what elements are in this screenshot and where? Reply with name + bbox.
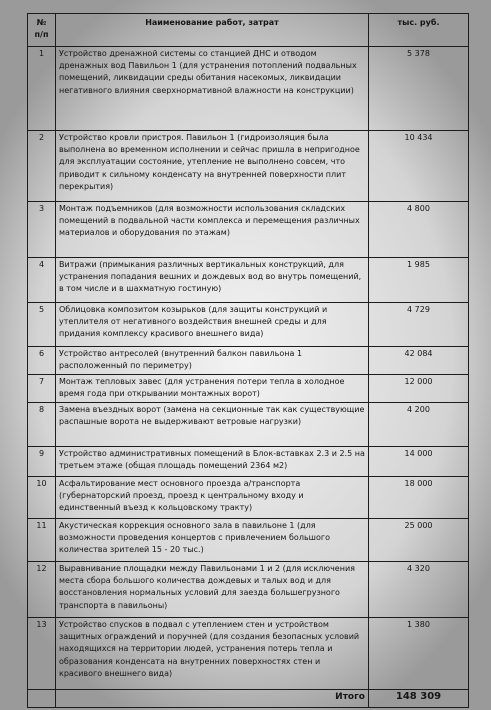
table-row	[28, 403, 469, 447]
table-row	[28, 519, 469, 562]
row-amount: 12 000	[369, 375, 469, 403]
row-description: Акустическая коррекция основного зала в павильоне 1 (для возможности проведения концертов с привлечением большого количества зрителей 15 - 20 тыс.)	[56, 519, 369, 562]
row-description: Устройство дренажной системы со станцией ДНС и отводом дренажных вод Павильон 1 (для устранения потоплений подвальных помещений, ликвидации среды обитания насекомых, ликвидации негативного влияния сверхнормативной влажности на конструкции)	[56, 47, 369, 131]
row-number: 10	[28, 477, 56, 519]
total-label: Итого	[56, 690, 369, 708]
table-row	[28, 131, 469, 202]
table-row	[28, 202, 469, 258]
row-amount: 1 985	[369, 258, 469, 303]
table-row	[28, 258, 469, 303]
row-amount: 5 378	[369, 47, 469, 131]
row-number: 3	[28, 202, 56, 258]
row-amount: 18 000	[369, 477, 469, 519]
table-row	[28, 347, 469, 375]
header-number: № п/п	[28, 14, 56, 47]
row-number: 4	[28, 258, 56, 303]
row-number: 5	[28, 303, 56, 347]
row-number: 8	[28, 403, 56, 447]
row-number: 9	[28, 447, 56, 477]
header-work-name: Наименование работ, затрат	[56, 14, 369, 47]
row-description: Асфальтирование мест основного проезда а/транспорта (губернаторский проезд, проезд к центральному входу и единственный въезд к кольцовскому тракту)	[56, 477, 369, 519]
total-row	[28, 690, 469, 708]
table-row	[28, 562, 469, 618]
row-number: 11	[28, 519, 56, 562]
row-description: Монтаж тепловых завес (для устранения потери тепла в холодное время года при открывании монтажных ворот)	[56, 375, 369, 403]
total-value: 148 309	[369, 690, 469, 708]
row-amount: 4 320	[369, 562, 469, 618]
total-empty-cell	[28, 690, 56, 708]
row-number: 7	[28, 375, 56, 403]
cost-table	[27, 13, 469, 708]
row-amount: 42 084	[369, 347, 469, 375]
row-amount: 4 800	[369, 202, 469, 258]
row-number: 12	[28, 562, 56, 618]
table-row	[28, 477, 469, 519]
row-description: Монтаж подъемников (для возможности использования складских помещений в подвальной части комплекса и перемещения различных материалов и оборудования по этажам)	[56, 202, 369, 258]
row-description: Устройство антресолей (внутренний балкон павильона 1 расположенный по периметру)	[56, 347, 369, 375]
header-amount: тыс. руб.	[369, 14, 469, 47]
table-row	[28, 303, 469, 347]
row-amount: 10 434	[369, 131, 469, 202]
row-description: Облицовка композитом козырьков (для защиты конструкций и утеплителя от негативного воздействия внешней среды и для придания комплексу красивого внешнего вида)	[56, 303, 369, 347]
table-header-row	[28, 14, 469, 47]
row-amount: 25 000	[369, 519, 469, 562]
row-number: 13	[28, 618, 56, 690]
row-description: Витражи (примыкания различных вертикальных конструкций, для устранения попадания вешних и дождевых вод во внутрь помещений, в том числе и в шахматную гостиную)	[56, 258, 369, 303]
row-number: 1	[28, 47, 56, 131]
row-amount: 1 380	[369, 618, 469, 690]
row-description: Устройство административных помещений в Блок-вставках 2.3 и 2.5 на третьем этаже (общая площадь помещений 2364 м2)	[56, 447, 369, 477]
row-description: Устройство спусков в подвал с утеплением стен и устройством защитных ограждений и поручней (для создания безопасных условий находящихся на территории людей, устранения потерь тепла и образования конденсата на внутренних поверхностях стен и красивого внешнего вида)	[56, 618, 369, 690]
row-amount: 14 000	[369, 447, 469, 477]
table-row	[28, 47, 469, 131]
table-row	[28, 447, 469, 477]
row-description: Замена въездных ворот (замена на секционные так как существующие распашные ворота не выдерживают ветровые нагрузки)	[56, 403, 369, 447]
row-amount: 4 200	[369, 403, 469, 447]
row-amount: 4 729	[369, 303, 469, 347]
table-row	[28, 618, 469, 690]
row-number: 2	[28, 131, 56, 202]
table-row	[28, 375, 469, 403]
row-description: Выравнивание площадки между Павильонами 1 и 2 (для исключения места сбора большого количества дождевых и талых вод и для восстановления нормальных условий для заезда большегрузного транспорта в павильоны)	[56, 562, 369, 618]
row-number: 6	[28, 347, 56, 375]
row-description: Устройство кровли пристроя. Павильон 1 (гидроизоляция была выполнена во временном исполнении и сейчас пришла в непригодное для эксплуатации состояние, утепление не выполнено совсем, что приводит к сильному конденсату на внутренней поверхности плит перекрытия)	[56, 131, 369, 202]
